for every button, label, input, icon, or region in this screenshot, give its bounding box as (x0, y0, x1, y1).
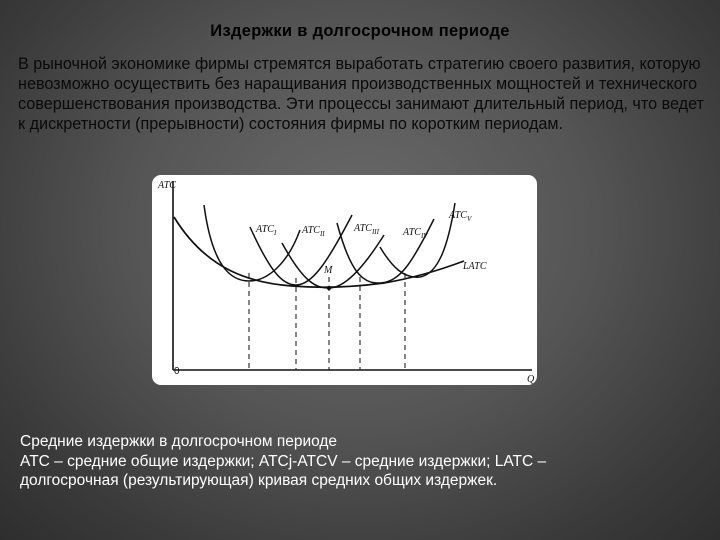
label-atc-2: $ATC_{II}$ (302, 225, 325, 238)
cost-curves-diagram (152, 175, 537, 385)
y-axis-label: ATC (158, 180, 176, 191)
point-m-marker (327, 286, 331, 290)
caption-block (20, 432, 710, 491)
label-point-m: M (324, 265, 333, 276)
curve-atc-5 (380, 203, 455, 277)
intro-paragraph: В рыночной экономике фирмы стремятся выработать стратегию своего развития, которую невозможно осуществить без наращивания производственных мощностей и технического совершенствования производства. Эти процессы занимают длительный период, что ведет к дискретности (прерывности) состояния фирмы по коротким периодам. (18, 55, 704, 133)
caption-line-3: долгосрочная (результирующая) кривая средних общих издержек. (20, 472, 498, 489)
curve-atc-3 (282, 235, 384, 288)
caption-line-1: Средние издержки в долгосрочном периоде (20, 433, 338, 450)
label-latc: LATC (463, 261, 487, 272)
label-atc-5: $ATC_V$ (449, 210, 472, 223)
origin-label: 0 (174, 366, 180, 377)
label-atc-1: $ATC_I$ (256, 224, 277, 237)
curve-atc-1 (204, 205, 300, 281)
label-atc-3: $ATC_{III}$ (354, 223, 379, 236)
x-axis-label: Q (527, 374, 535, 385)
cost-curves-figure (152, 175, 537, 385)
caption-line-2: ATC – средние общие издержки; ATCj-ATCV – средние издержки; LATC – (20, 452, 547, 470)
slide-title: Издержки в долгосрочном периоде (210, 22, 510, 40)
label-atc-4: $ATC_{IV}$ (403, 227, 428, 240)
